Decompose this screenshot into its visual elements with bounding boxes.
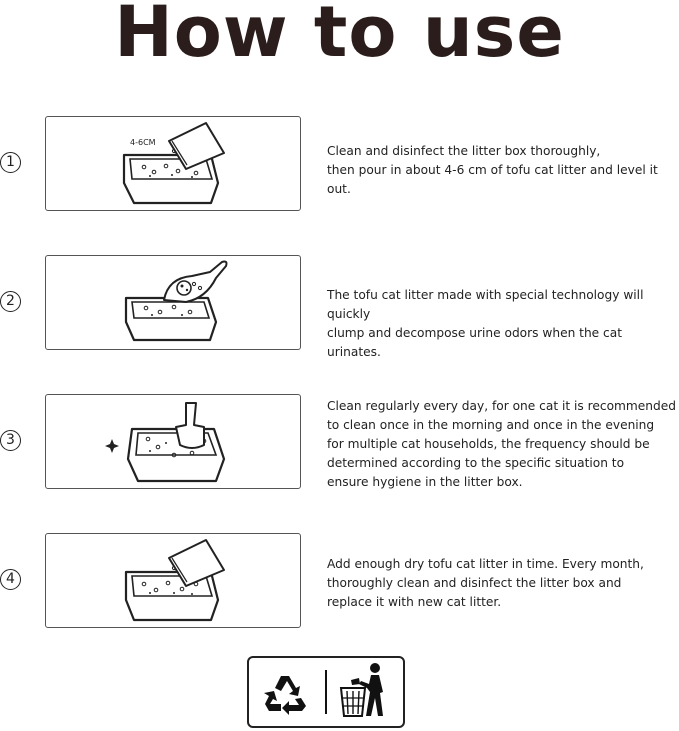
- step-illustration-card: [45, 255, 301, 350]
- scoop-in-box-sparkle-icon: [46, 395, 302, 490]
- recycle-icon: [264, 676, 306, 715]
- step-description: Clean regularly every day, for one cat it is recommended to clean once in the morning and once in the evening for multiple cat households, the frequency should be determined according to the specific situation to ensure hygiene in the litter box.: [327, 399, 676, 489]
- step-description: The tofu cat litter made with special technology will quickly clump and decompose urine odors when the cat urinates.: [327, 288, 644, 359]
- pour-litter-into-box-icon: [46, 117, 302, 212]
- step-description: Add enough dry tofu cat litter in time. Every month, thoroughly clean and disinfect the litter box and replace it with new cat litter.: [327, 557, 644, 609]
- step-illustration-card: [45, 533, 301, 628]
- step-1: [0, 116, 679, 212]
- step-3: [0, 394, 679, 490]
- step-description: Clean and disinfect the litter box thoroughly, then pour in about 4-6 cm of tofu cat litter and level it out.: [327, 144, 658, 196]
- step-4: [0, 533, 679, 629]
- step-number: 3: [0, 430, 21, 451]
- depth-label: 4-6CM: [130, 138, 156, 147]
- step-number: 4: [0, 569, 21, 590]
- recycle-dispose-logo: [247, 656, 405, 728]
- pour-litter-into-box-icon: [46, 534, 302, 629]
- step-2: [0, 255, 679, 359]
- step-illustration-card: [45, 394, 301, 489]
- page-title: How to use: [114, 0, 565, 73]
- scoop-clump-icon: [46, 256, 302, 351]
- tidyman-trash-icon: [341, 663, 383, 716]
- step-illustration-card: [45, 116, 301, 211]
- step-number: 1: [0, 152, 21, 173]
- step-number: 2: [0, 291, 21, 312]
